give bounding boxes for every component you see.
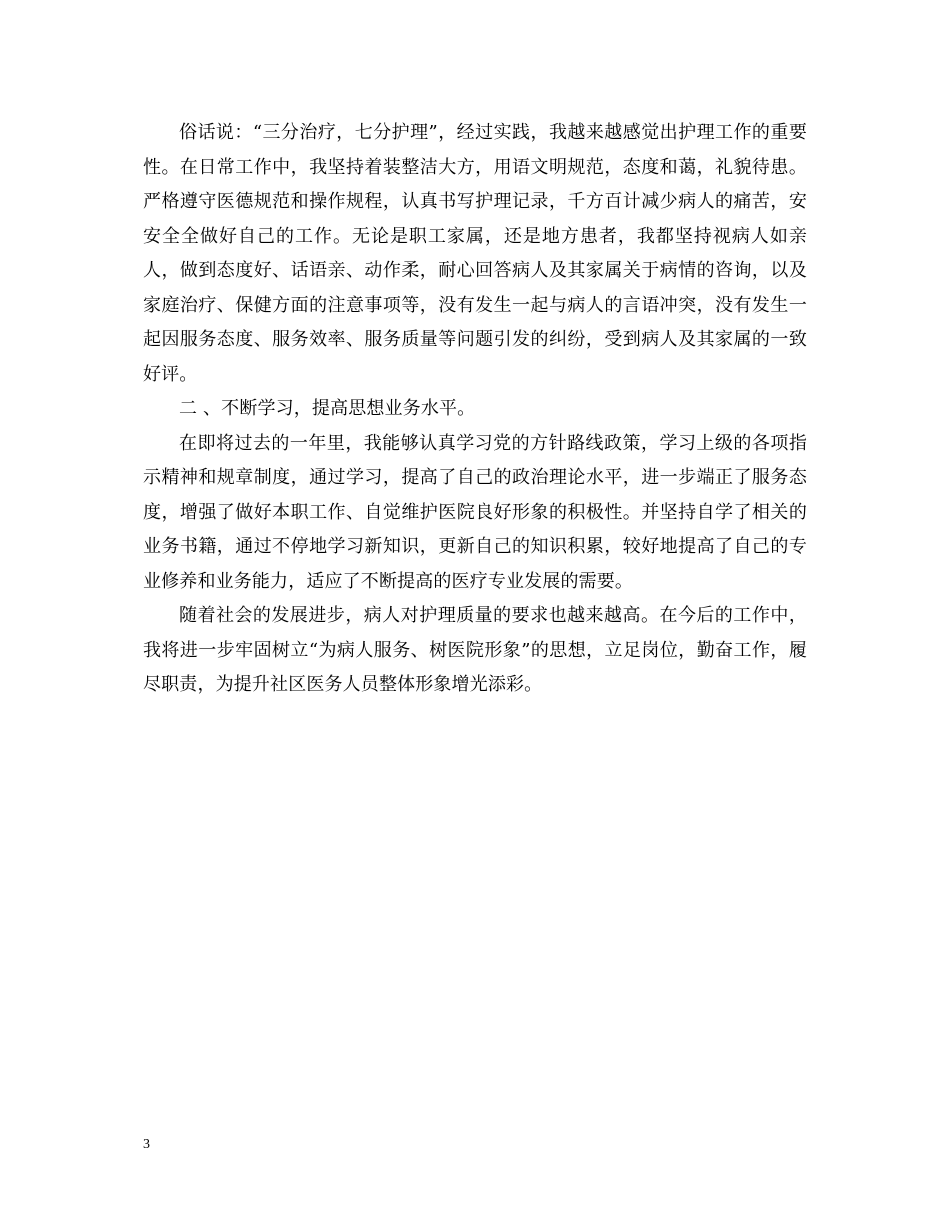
paragraph-study: 在即将过去的一年里，我能够认真学习党的方针路线政策，学习上级的各项指示精神和规章制度，通过学习，提高了自己的政治理论水平，进一步端正了服务态度，增强了做好本职工作、自觉维护医院良好形象的积极性。并坚持自学了相关的业务书籍，通过不停地学习新知识，更新自己的知识积累，较好地提高了自己的专业修养和业务能力，适应了不断提高的医疗专业发展的需要。 [143, 432, 807, 592]
section-heading-continuous-learning: 二 、不断学习，提高思想业务水平。 [179, 398, 476, 419]
paragraph-nursing-practice: 俗话说：“三分治疗，七分护理”，经过实践，我越来越感觉出护理工作的重要性。在日常工作中，我坚持着装整洁大方，用语文明规范，态度和蔼，礼貌待患。严格遵守医德规范和操作规程，认真书写护理记录，千方百计减少病人的痛苦，安安全全做好自己的工作。无论是职工家属，还是地方患者，我都坚持视病人如亲人，做到态度好、话语亲、动作柔，耐心回答病人及其家属关于病情的咨询，以及家庭治疗、保健方面的注意事项等，没有发生一起与病人的言语冲突，没有发生一起因服务态度、服务效率、服务质量等问题引发的纠纷，受到病人及其家属的一致好评。 [143, 122, 807, 385]
document-body [143, 116, 807, 703]
page-number: 3 [143, 1137, 150, 1152]
paragraph-future-work: 随着社会的发展进步，病人对护理质量的要求也越来越高。在今后的工作中，我将进一步牢固树立“为病人服务、树医院形象”的思想，立足岗位，勤奋工作，履尽职责，为提升社区医务人员整体形象增光添彩。 [143, 605, 807, 695]
